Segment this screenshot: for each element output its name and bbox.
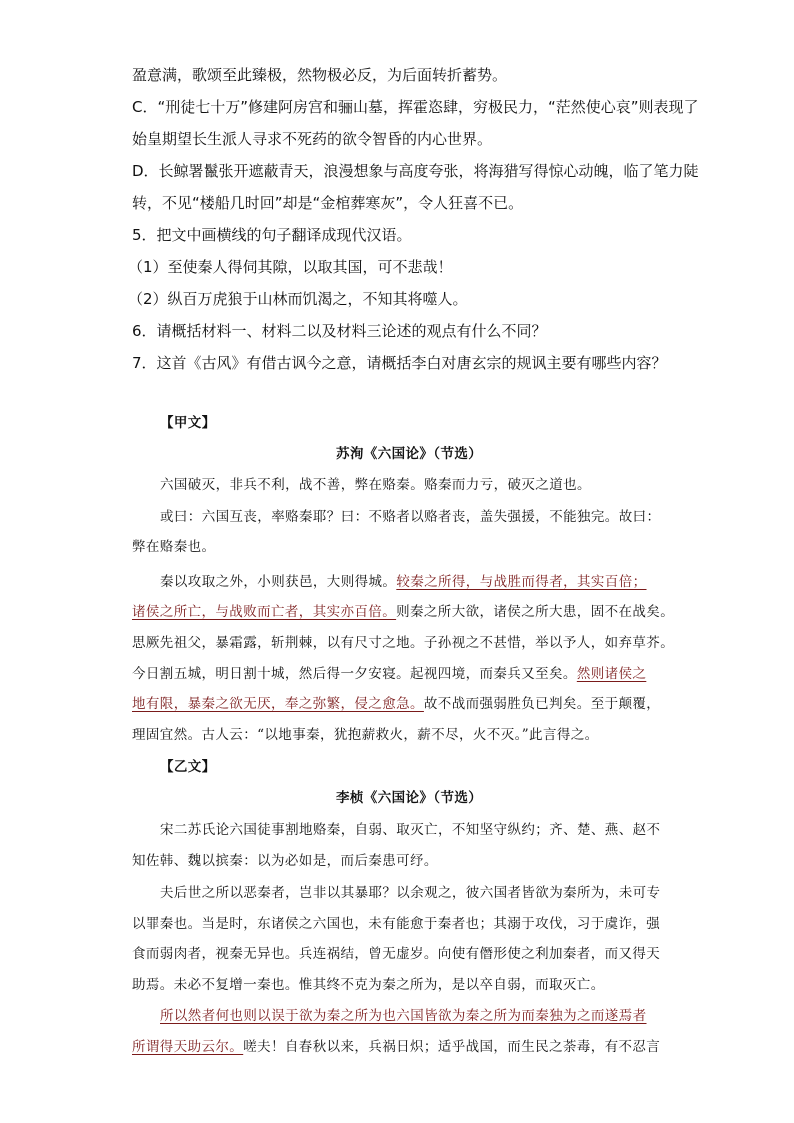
jia-paragraph-1: 六国破灭，非兵不利，战不善，弊在赂秦。赂秦而力亏，破灭之道也。 bbox=[160, 477, 591, 493]
jia-paragraph-3-line6: 理固宜然。古人云：“以地事秦，犹抱薪救火，薪不尽，火不灭。”此言得之。 bbox=[132, 727, 599, 743]
jia-paragraph-2-line2: 弊在赂秦也。 bbox=[132, 539, 216, 555]
yi-paragraph-3-line2 bbox=[132, 1035, 660, 1055]
jia-paragraph-3-line4 bbox=[132, 662, 646, 682]
question-5: 5．把文中画横线的句子翻译成现代汉语。 bbox=[132, 226, 412, 244]
jia-paragraph-3-line3: 思厥先祖父，暴霜露，斩荆棘，以有尺寸之地。子孙视之不甚惜，举以予人，如弃草芥。 bbox=[132, 635, 675, 651]
option-d-line1: D．长鲸署鬣张开遮蔽青天，浪漫想象与高度夸张，将海猎写得惊心动魄，临了笔力陡 bbox=[132, 162, 699, 180]
jia-underlined-sentence: 较秦之所得，与战胜而得者，其实百倍； bbox=[396, 574, 647, 590]
question-7: 7．这首《古风》有借古讽今之意，请概括李白对唐玄宗的规讽主要有哪些内容？ bbox=[132, 354, 667, 372]
jia-paragraph-3-line1 bbox=[160, 570, 647, 590]
question-5-2: （2）纵百万虎狼于山林而饥渴之，不知其将噬人。 bbox=[128, 290, 468, 308]
jia-paragraph-3-line2 bbox=[132, 600, 674, 620]
yi-paragraph-2-line3: 食而弱肉者，视秦无异也。兵连祸结，曾无虚岁。向使有僭形使之利加秦者，而又得天 bbox=[132, 946, 661, 962]
jia-paragraph-3-line5 bbox=[132, 692, 660, 712]
yi-underlined-sentence: 所以然者何也则以误于欲为秦之所为也六国皆欲为秦之所为而秦独为之而遂焉者 bbox=[160, 1008, 647, 1024]
question-6: 6．请概括材料一、材料二以及材料三论述的观点有什么不同？ bbox=[132, 322, 547, 340]
jia-title: 苏洵《六国论》（节选） bbox=[336, 446, 483, 462]
yi-paragraph-1-line2: 知佐韩、魏以摈秦：以为必如是，而后秦患可纾。 bbox=[132, 853, 438, 869]
yi-title: 李桢《六国论》（节选） bbox=[336, 790, 483, 806]
yi-paragraph-2-line4: 助焉。未必不复增一秦也。惟其终不克为秦之所为，是以卒自弱，而取灭亡。 bbox=[132, 977, 605, 993]
yi-paragraph-2-line2: 以罪秦也。当是时，东诸侯之六国也，未有能愈于秦者也；其溺于攻伐，习于虞诈，强 bbox=[132, 916, 661, 932]
jia-underlined-sentence-2: 然则诸侯之 bbox=[576, 666, 647, 682]
option-b-continuation: 盈意满，歌颂至此臻极，然物极必反，为后面转折蓄势。 bbox=[132, 66, 508, 84]
jia-underlined-sentence-cont: 诸侯之所亡，与战败而亡者，其实亦百倍。 bbox=[132, 604, 397, 620]
jia-p3-text: 秦以攻取之外，小则获邑，大则得城。 bbox=[160, 574, 397, 590]
question-5-1: （1）至使秦人得伺其隙，以取其国，可不悲哉！ bbox=[128, 258, 453, 276]
jia-paragraph-2-line1: 或曰：六国互丧，率赂秦耶？曰：不赂者以赂者丧，盖失强援，不能独完。故曰： bbox=[160, 509, 661, 525]
option-d-line2: 转，不见“楼船几时回”却是“金棺葬寒灰”，令人狂喜不已。 bbox=[132, 194, 524, 212]
yi-label: 【乙文】 bbox=[160, 759, 216, 775]
jia-p3-text: 今日割五城，明日割十城，然后得一夕安寝。起视四境，而秦兵又至矣。 bbox=[132, 666, 577, 682]
option-c-line2: 始皇期望长生派人寻求不死药的欲令智昏的内心世界。 bbox=[132, 130, 493, 148]
yi-p3-text: 嗟夫！自春秋以来，兵祸日炽；适乎战国，而生民之荼毒，有不忍言 bbox=[243, 1039, 661, 1055]
option-c-line1: C．“刑徒七十万”修建阿房宫和骊山墓，挥霍恣肆，穷极民力，“茫然使心哀”则表现了 bbox=[132, 98, 699, 116]
jia-p3-text: 则秦之所大欲，诸侯之所大患，固不在战矣。 bbox=[396, 604, 675, 620]
yi-paragraph-1-line1: 宋二苏氏论六国徒事割地赂秦，自弱、取灭亡，不知坚守纵约；齐、楚、燕、赵不 bbox=[160, 822, 661, 838]
yi-paragraph-2-line1: 夫后世之所以恶秦者，岂非以其暴耶？以余观之，彼六国者皆欲为秦所为，未可专 bbox=[160, 885, 661, 901]
yi-underlined-sentence-cont: 所谓得天助云尔。 bbox=[132, 1039, 244, 1055]
yi-paragraph-3-line1 bbox=[160, 1004, 647, 1024]
jia-label: 【甲文】 bbox=[160, 415, 216, 431]
jia-underlined-sentence-2-cont: 地有限，暴秦之欲无厌，奉之弥繁，侵之愈急。 bbox=[132, 696, 424, 712]
jia-p3-text: 故不战而强弱胜负已判矣。至于颠覆， bbox=[423, 696, 661, 712]
